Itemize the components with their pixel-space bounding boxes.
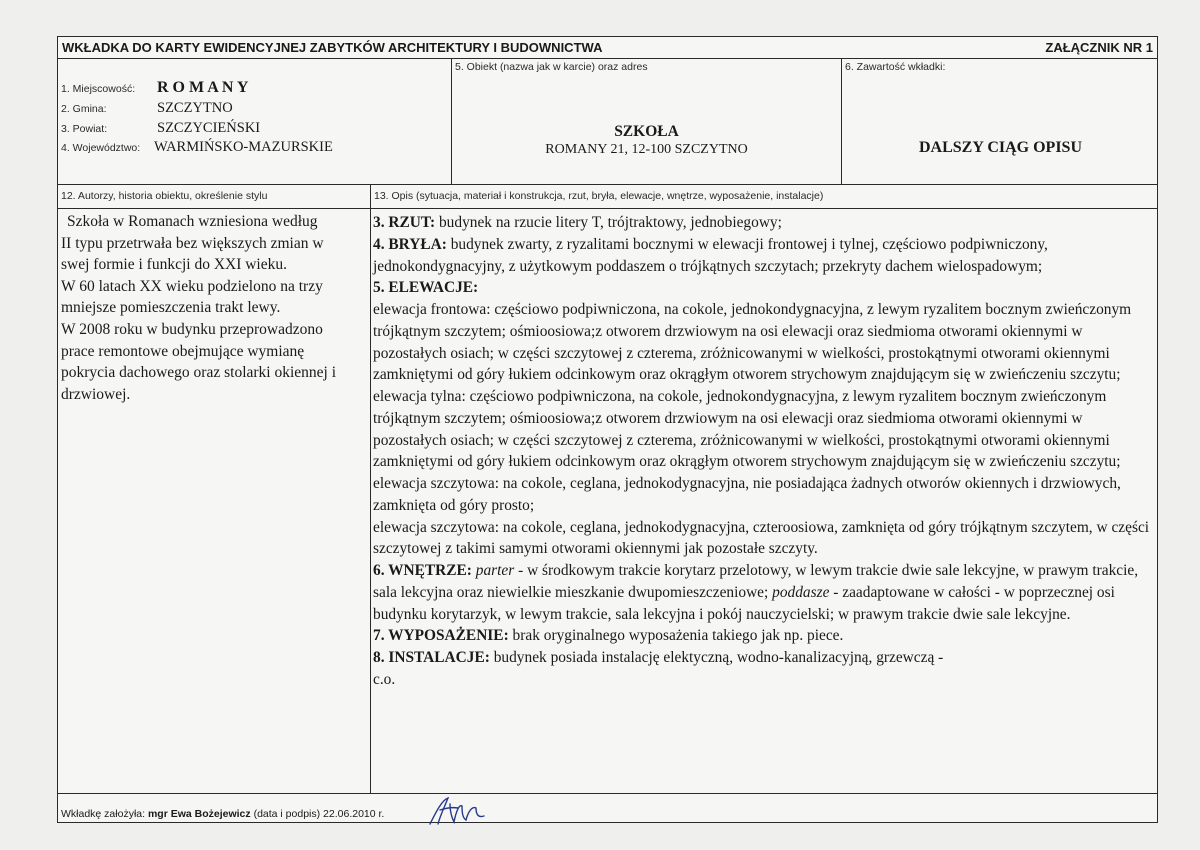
plan-paragraph — [373, 212, 1155, 234]
locality-label: 1. Miejscowość: — [61, 83, 136, 95]
footer-date: 22.06.2010 r. — [323, 808, 385, 820]
identification-row — [58, 59, 1157, 185]
contents-value: DALSZY CIĄG OPISU — [919, 139, 1082, 156]
footer-text — [61, 808, 384, 820]
description-text — [371, 209, 1157, 793]
gable-elevation-text: elewacja szczytowa: na cokole, ceglana, jednokodygnacyjna, czteroosiowa, zamknięta od góry trójkątnym szczytem, w części szczytowej z takimi samymi otworami okiennymi jak pozostałe szczyty. — [373, 518, 1150, 558]
section-labels-row — [58, 185, 1157, 209]
history-text — [58, 209, 371, 793]
content-area — [58, 209, 1157, 794]
interior-attic-text: - zaadaptowane w całości - w poprzecznej osi budynku korytarzyk, w lewym trakcie, sala lekcyjna i pokój nauczycielski; w prawym trakcie dwie sale lekcyjne. — [373, 583, 1115, 623]
history-line: W 60 latach XX wieku podzielono na trzy — [61, 277, 323, 295]
history-line: mniejsze pomieszczenia trakt lewy. — [61, 299, 281, 317]
history-line: prace remontowe obejmujące wymianę — [61, 342, 305, 360]
history-line: Szkoła w Romanach wzniesiona według — [67, 213, 318, 230]
interior-heading: 6. WNĘTRZE: — [373, 562, 472, 579]
plan-heading: 3. RZUT: — [373, 214, 436, 231]
location-cell — [58, 59, 452, 184]
history-line: pokrycia dachowego oraz stolarki okiennej i — [61, 364, 337, 382]
contents-label: 6. Zawartość wkładki: — [845, 61, 946, 73]
object-cell — [452, 59, 842, 184]
footer-author: mgr Ewa Bożejewicz — [147, 808, 251, 820]
voivodeship-value: WARMIŃSKO-MAZURSKIE — [154, 139, 333, 155]
commune-label: 2. Gmina: — [61, 103, 107, 115]
footer-date-label: (data i podpis) — [253, 808, 321, 820]
interior-attic-label: poddasze — [772, 583, 830, 601]
massing-heading: 4. BRYŁA: — [373, 235, 447, 253]
interior-ground-floor-text: - w środkowym trakcie korytarz przelotowy, w lewym trakcie dwie sale lekcyjne, w prawym trakcie, sala lekcyjna oraz niewielkie mieszkanie dwupomieszczeniowe; — [373, 562, 1139, 601]
sheet-footer — [58, 794, 1157, 822]
county-label: 3. Powiat: — [61, 123, 108, 135]
description-section-label: 13. Opis (sytuacja, materiał i konstrukcja, rzut, bryła, elewacje, wnętrze, wyposażenie, instalacje) — [374, 190, 824, 202]
installations-paragraph — [373, 647, 1155, 669]
plan-text: budynek na rzucie litery T, trójtraktowy, jednobiegowy; — [435, 214, 782, 231]
history-line: drzwiowej. — [61, 385, 131, 403]
installations-text: budynek posiada instalację elektyczną, wodno-kanalizacyjną, grzewczą - — [489, 649, 944, 666]
annex-number: ZAŁĄCZNIK NR 1 — [1045, 40, 1153, 55]
object-address: ROMANY 21, 12-100 SZCZYTNO — [545, 142, 748, 157]
interior-paragraph — [373, 560, 1155, 625]
furnishings-paragraph — [373, 625, 1155, 647]
object-label: 5. Obiekt (nazwa jak w karcie) oraz adres — [455, 61, 648, 73]
insert-sheet — [57, 36, 1158, 823]
history-line: swej formie i funkcji do XXI wieku. — [61, 256, 287, 274]
footer-label: Wkładkę założyła: — [61, 808, 146, 820]
history-section-label: 12. Autorzy, historia obiektu, określenie stylu — [61, 190, 268, 202]
object-name: SZKOŁA — [614, 123, 679, 140]
contents-cell — [842, 59, 1159, 184]
locality-value: R O M A N Y — [157, 79, 249, 96]
commune-value: SZCZYTNO — [157, 100, 233, 116]
installations-heading: 8. INSTALACJE: — [373, 649, 490, 666]
history-label-cell — [58, 185, 371, 208]
sheet-header — [58, 37, 1157, 59]
furnishings-heading: 7. WYPOSAŻENIE: — [373, 627, 509, 645]
elevations-heading-paragraph — [373, 277, 1155, 299]
furnishings-text: brak oryginalnego wyposażenia takiego jak np. piece. — [508, 627, 844, 645]
description-label-cell — [371, 185, 1157, 208]
installations-end: c.o. — [373, 670, 396, 688]
massing-paragraph — [373, 234, 1155, 278]
elevations-heading: 5. ELEWACJE: — [373, 279, 479, 297]
front-elevation-text: elewacja frontowa: częściowo podpiwniczona, na cokole, jednokondygnacyjna, z lewym ryzalitem bocznym zwieńczonym trójkątnym szczytem; ośmioosiowa;z otworem drzwiowym na osi elewacji oraz siedmioma otworami okiennymi w pozostałych osiach; w części szczytowej z czterema, zróżnicowanymi w wielkości, prostokątnymi otworami okiennymi zamkniętymi od góry łukiem odcinkowym oraz okrągłym otworem strychowym znajdującym się w zwieńczeniu szczytu; — [373, 301, 1132, 384]
interior-ground-floor-label: parter — [475, 562, 515, 579]
rear-elevation-text: elewacja tylna: częściowo podpiwniczona, na cokole, jednokondygnacyjna, z lewym ryzalitem bocznym zwieńczonym trójkątnym szczytem; ośmioosiowa;z otworem drzwiowym na osi elewacji oraz siedmioma otworami okiennymi w pozostałych osiach; w części szczytowej z czterema, zróżnicowanymi w wielkości, prostokątnymi otworami okiennymi zamkniętymi od góry łukiem odcinkowym oraz okrągłym otworem strychowym znajdującym się w zwieńczeniu szczytu; — [373, 388, 1121, 471]
history-line: II typu przetrwała bez większych zmian w — [61, 234, 324, 252]
county-value: SZCZYCIEŃSKI — [157, 120, 261, 136]
handwritten-signature — [426, 794, 486, 828]
history-line: W 2008 roku w budynku przeprowadzono — [61, 320, 323, 338]
sheet-title: WKŁADKA DO KARTY EWIDENCYJNEJ ZABYTKÓW ARCHITEKTURY I BUDOWNICTWA — [62, 40, 603, 55]
voivodeship-label: 4. Województwo: — [61, 142, 141, 154]
massing-text: budynek zwarty, z ryzalitami bocznymi w elewacji frontowej i tylnej, częściowo podpiwniczony, jednokondygnacyjny, z użytkowym poddaszem o trójkątnych szczytach; przekryty dachem wielospadowym; — [373, 235, 1048, 275]
gable-elevation-text: elewacja szczytowa: na cokole, ceglana, jednokodygnacyjna, nie posiadająca żadnych otworów okiennych i drzwiowych, zamknięta od góry prosto; — [373, 475, 1121, 514]
